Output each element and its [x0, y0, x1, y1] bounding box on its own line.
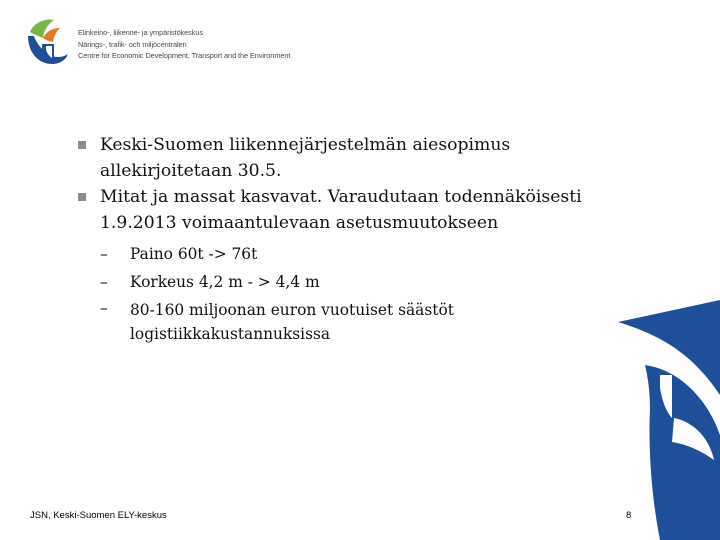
sub-bullet-text: Paino 60t -> 76t [130, 245, 258, 263]
sub-bullet-list [78, 240, 638, 346]
org-name-swedish: Närings-, trafik- och miljöcentralen [78, 39, 187, 49]
sub-bullet-item [100, 240, 638, 268]
sub-bullet-item [100, 268, 638, 296]
sub-bullet-text: 80-160 miljoonan euron vuotuiset säästöt logistiikkakustannuksissa [130, 301, 454, 343]
bullet-item [78, 133, 638, 184]
dash-marker: – [100, 299, 108, 317]
org-name-english: Centre for Economic Development, Transport and the Environment [78, 51, 291, 60]
footer-source: JSN, Keski-Suomen ELY-keskus [30, 510, 167, 521]
sub-bullet-text: Korkeus 4,2 m - > 4,4 m [130, 273, 320, 291]
dash-marker: – [100, 245, 108, 263]
page-number: 8 [626, 510, 632, 521]
org-name-finnish: Elinkeino-, liikenne- ja ympäristökeskus [78, 28, 203, 37]
bullet-text: Mitat ja massat kasvavat. Varaudutaan todennäköisesti 1.9.2013 voimaantulevaan asetusmuutokseen [100, 187, 582, 233]
organization-names [78, 27, 290, 62]
square-bullet-icon [78, 193, 86, 201]
sub-bullet-item [100, 296, 638, 346]
square-bullet-icon [78, 141, 86, 149]
bullet-item [78, 185, 638, 236]
bullet-text: Keski-Suomen liikennejärjestelmän aiesopimus allekirjoitetaan 30.5. [100, 135, 511, 181]
slide-body [78, 133, 638, 346]
dash-marker: – [100, 273, 108, 291]
ely-logo [24, 18, 76, 66]
